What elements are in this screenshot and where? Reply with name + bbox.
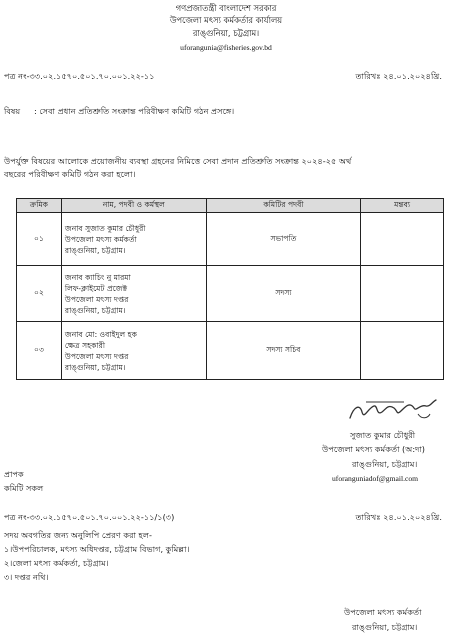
office-name: উপজেলা মৎস্য কর্মকর্তার কার্যালয় xyxy=(169,15,283,25)
office-email: uforangunia@fisheries.gov.bd xyxy=(180,43,272,52)
copy-item: ২।জেলা মৎস্য কর্মকর্তা, চট্টগ্রাম। xyxy=(4,558,109,568)
footer-sign-place: রাঙ্গুনিয়া, চট্টগ্রাম। xyxy=(352,622,418,632)
memo-number: পত্র নং-৩৩.০২.১৫৭০.৫০১.৭০.০০১.২২-১১ xyxy=(4,71,155,81)
row-name-line: জনাব মো: ওবাইদুল হক xyxy=(64,329,137,339)
row-name-cell xyxy=(61,213,206,266)
subject-text: : সেবা প্রধান প্রতিশ্রুতি সংক্রান্ত পরিবীক্ষণ কমিটি গঠন প্রসঙ্গে। xyxy=(34,106,235,116)
header-remark: মন্তব্য xyxy=(361,199,444,213)
row-role: সদস্য সচিব xyxy=(206,322,361,380)
row-name-line: ক্ষেত্র সহকারী xyxy=(64,340,106,350)
recipient-label: প্রাপক xyxy=(4,469,24,479)
copy-memo-date: তারিখঃ ২৪.০১.২০২৪খ্রি. xyxy=(355,512,442,522)
row-remark xyxy=(361,266,444,322)
header-name: নাম, পদবী ও কর্মস্থল xyxy=(61,199,206,213)
header-serial: ক্রমিক xyxy=(17,199,62,213)
signatory-place: রাঙ্গুনিয়া, চট্টগ্রাম। xyxy=(352,459,418,469)
table-row xyxy=(17,213,444,266)
recipient-value: কমিটি সকল xyxy=(4,483,44,493)
signatory-title: উপজেলা মৎস্য কর্মকর্তা (অ:দা) xyxy=(322,444,425,454)
govt-name: গণপ্রজাতন্ত্রী বাংলাদেশ সরকার xyxy=(175,3,277,13)
body-line-2: বছরের পরিবীক্ষণ কমিটি গঠন করা হলো। xyxy=(4,169,136,179)
row-role: সভাপতি xyxy=(206,213,361,266)
committee-table xyxy=(16,198,444,380)
row-serial: ০২ xyxy=(17,266,62,322)
row-serial: ০১ xyxy=(17,213,62,266)
copy-item: ১।উপপরিচালক, মৎস্য অধিদপ্তর, চট্টগ্রাম বিভাগ, কুমিল্লা। xyxy=(4,544,190,554)
row-name-line: রাঙ্গুনিয়া, চট্টগ্রাম। xyxy=(64,245,126,255)
signatory-email: uforanguniadof@gmail.com xyxy=(332,474,419,483)
row-name-line: উপজেলা মৎস্য দপ্তর xyxy=(64,294,129,304)
header-role: কমিটির পদবী xyxy=(206,199,361,213)
row-serial: ০৩ xyxy=(17,322,62,380)
body-line-1: উপর্যুক্ত বিষয়ের আলোকে প্রয়োজনীয় ব্যবস্থা গ্রহনের নিমিত্তে সেবা প্রদান প্রতিশ্রুতি সংক্রান্ত ২০২৪-২৫ অর্থ xyxy=(4,156,352,166)
signatory-name: সুজাত কুমার চৌধুরী xyxy=(350,430,416,440)
row-name-line: উপজেলা মৎস্য দপ্তর xyxy=(64,351,129,361)
handwritten-signature xyxy=(344,396,440,426)
row-name-line: উপজেলা মৎস্য কর্মকর্তা xyxy=(64,234,137,244)
row-remark xyxy=(361,322,444,380)
row-name-line: রাঙ্গুনিয়া, চট্টগ্রাম। xyxy=(64,362,126,372)
row-name-line: জনাব সুজাত কুমার চৌধুরী xyxy=(64,223,146,233)
table-header-row xyxy=(17,199,444,213)
row-name-line: রাঙ্গুনিয়া, চট্টগ্রাম। xyxy=(64,305,126,315)
row-name-line: জনাব ক্যাচিং নু মারমা xyxy=(64,272,131,282)
memo-date: তারিখঃ ২৪.০১.২০২৪খ্রি. xyxy=(355,71,442,81)
row-remark xyxy=(361,213,444,266)
row-name-cell xyxy=(61,266,206,322)
footer-sign-title: উপজেলা মৎস্য কর্মকর্তা xyxy=(344,607,422,617)
copy-memo-number: পত্র নং-৩৩.০২.১৫৭০.৫০১.৭০.০০১.২২-১১/১(৩) xyxy=(4,512,175,522)
copy-intro: সদয় অবগতির জন্য অনুলিপি প্রেরণ করা হল- xyxy=(4,530,152,540)
office-location: রাঙ্গুনিয়া, চট্টগ্রাম। xyxy=(192,28,260,38)
subject-label: বিষয় xyxy=(4,106,21,116)
table-row xyxy=(17,266,444,322)
row-name-line: লিফ-ক্লাইমেট প্রজেক্ট xyxy=(64,283,128,293)
table-row xyxy=(17,322,444,380)
row-name-cell xyxy=(61,322,206,380)
copy-item: ৩। দপ্তর নথি। xyxy=(4,572,49,582)
row-role: সদস্য xyxy=(206,266,361,322)
